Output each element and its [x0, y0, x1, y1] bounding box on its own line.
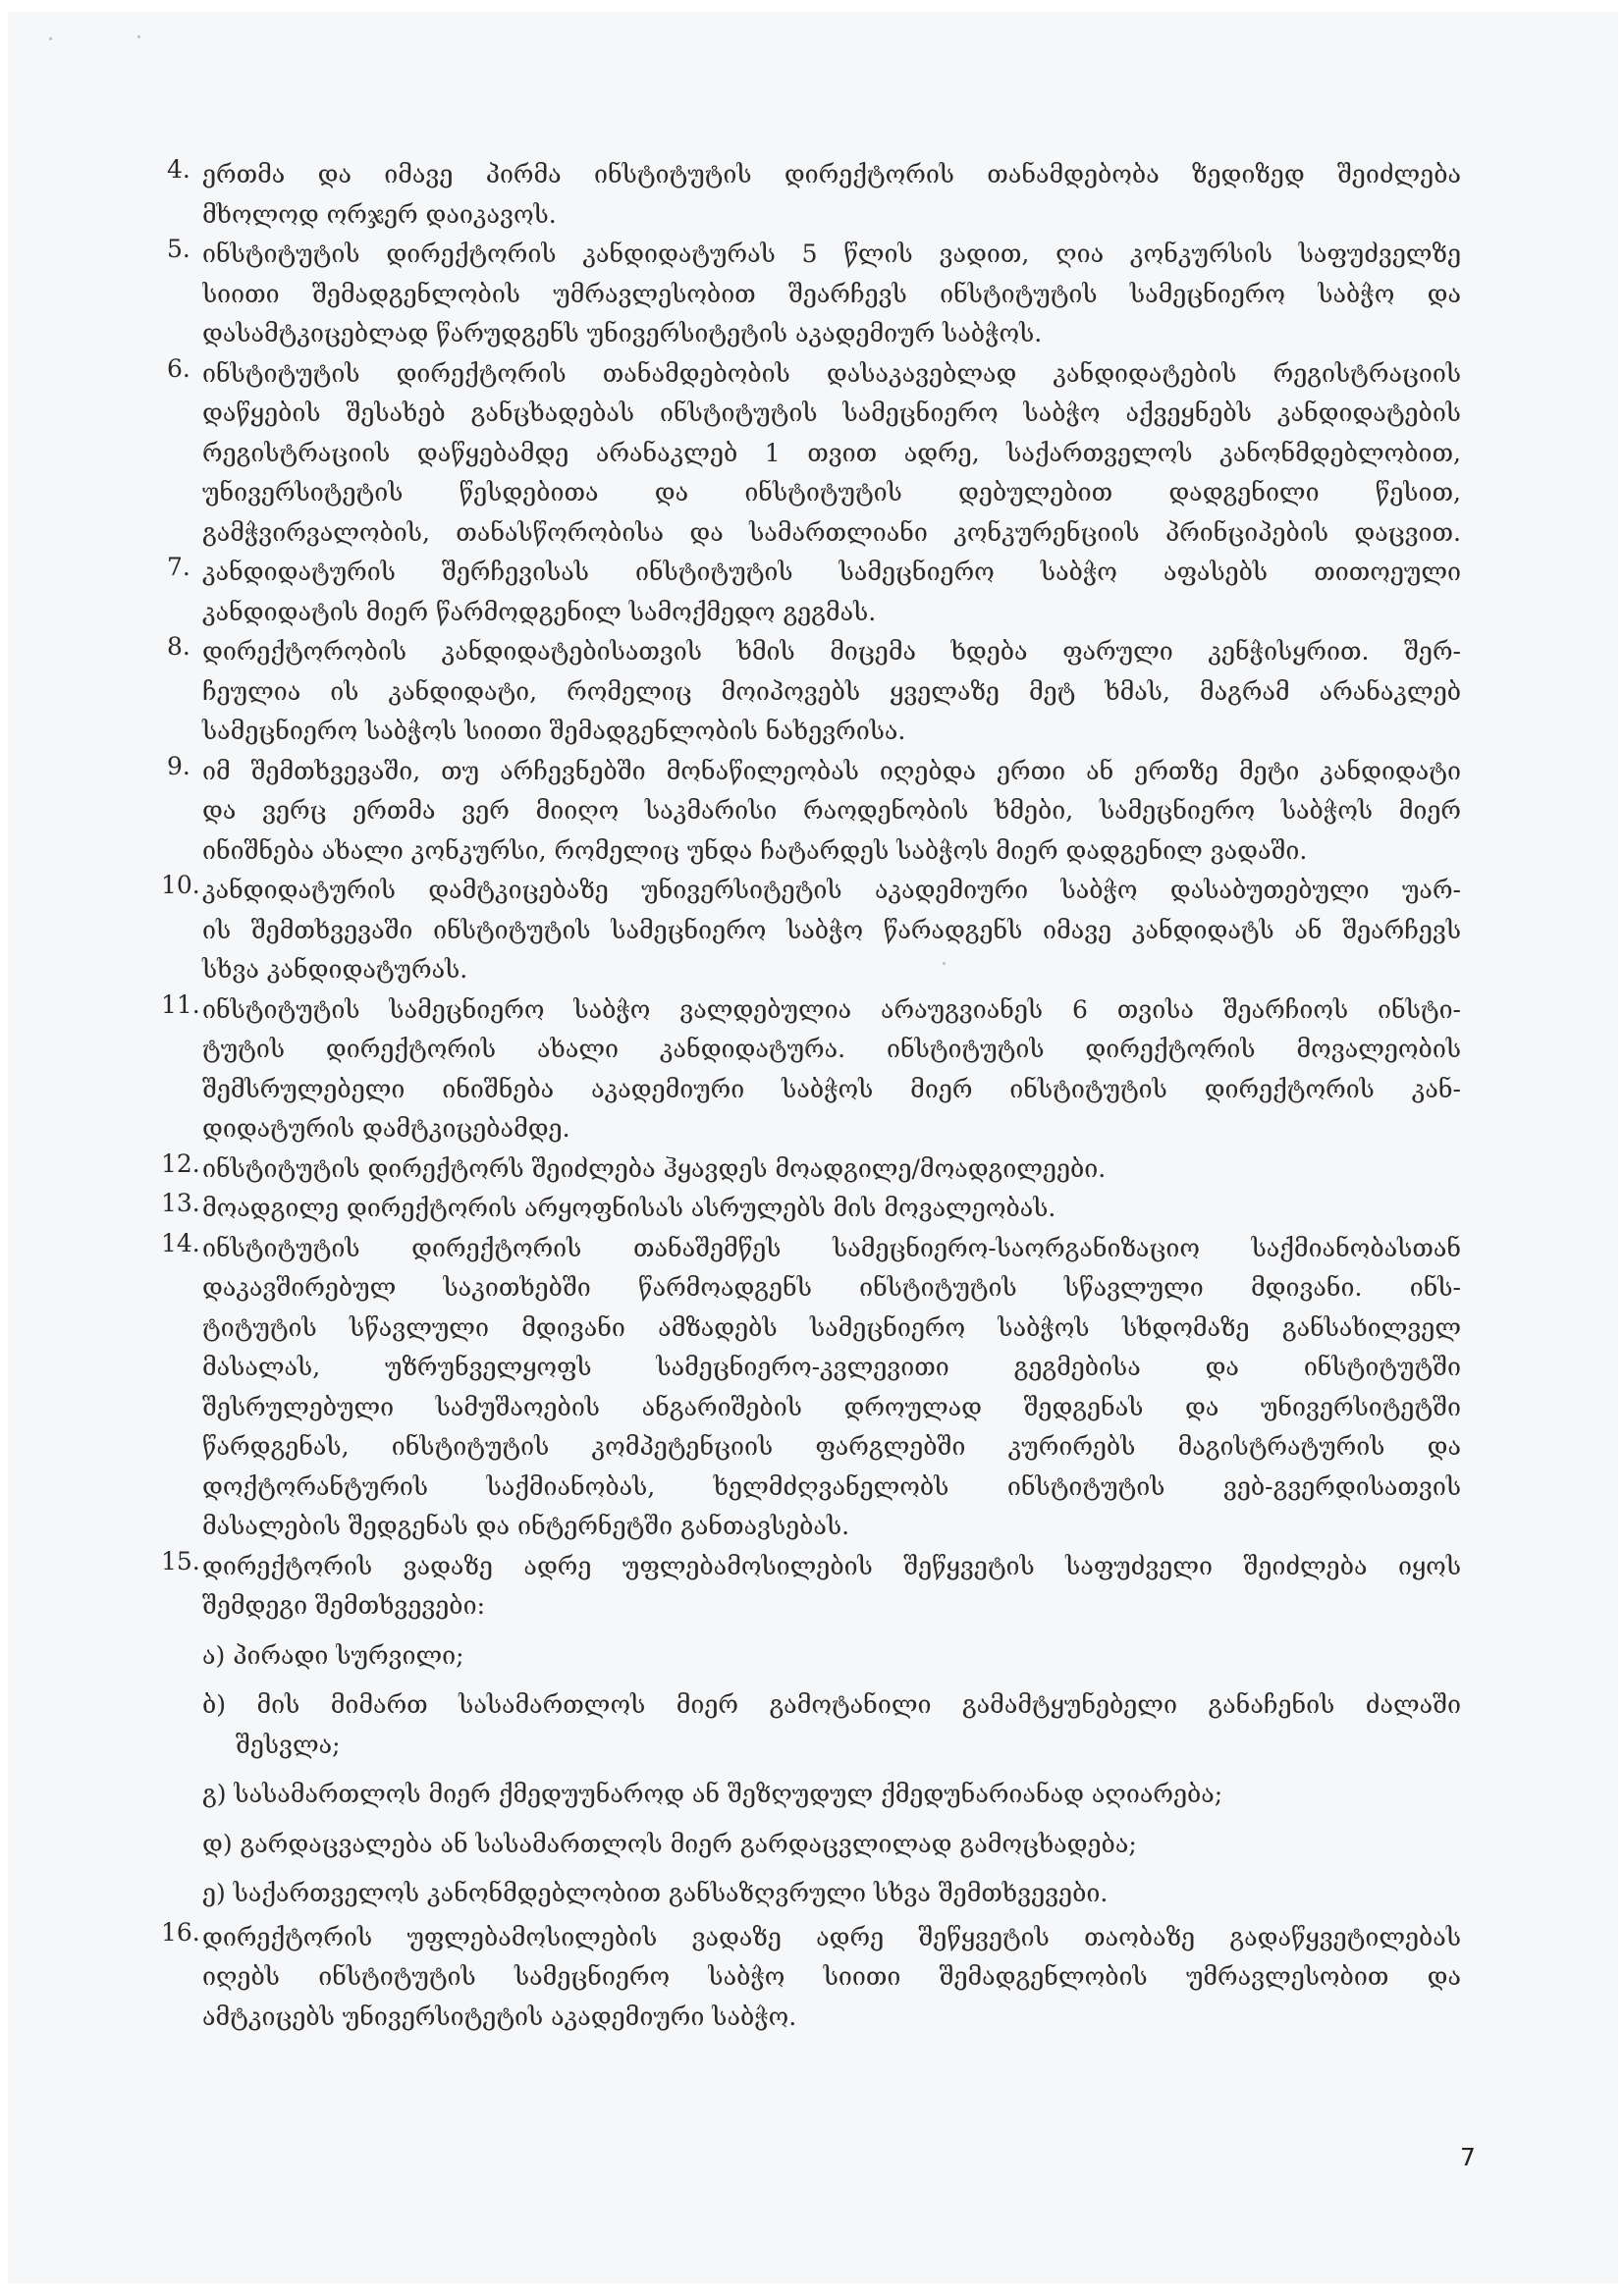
page-number: 7	[1460, 2143, 1476, 2171]
text-line: ამტკიცებს უნივერსიტეტის აკადემიური საბჭო.	[202, 2002, 797, 2031]
text-line: ინსტიტუტის დირექტორის კანდიდატურას 5 წლის ვადით, ღია კონკურსის საფუძველზე	[202, 240, 1461, 268]
list-item	[167, 632, 1461, 752]
list-item	[167, 553, 1461, 632]
scan-speck	[49, 37, 52, 40]
item-number: 13.	[161, 1189, 200, 1217]
text-line: იმ შემთხვევაში, თუ არჩევნებში მონაწილეობას იღებდა ერთი ან ერთზე მეტი კანდიდატი	[202, 756, 1461, 785]
text-line: სხვა კანდიდატურას.	[202, 955, 468, 984]
text-line: დ) გარდაცვალება ან სასამართლოს მიერ გარდაცვლილად გამოცხადება;	[202, 1829, 1137, 1858]
item-number: 7.	[167, 553, 190, 581]
list-item	[161, 871, 1461, 990]
item-number: 14.	[161, 1228, 200, 1257]
text-line: რეგისტრაციის დაწყებამდე არანაკლებ 1 თვით ადრე, საქართველოს კანონმდებლობით,	[202, 438, 1461, 467]
list-item	[161, 989, 1461, 1149]
sub-item	[202, 1685, 1461, 1765]
sub-item	[202, 1825, 1461, 1865]
list-item	[161, 1917, 1461, 2038]
text-line: დირექტორობის კანდიდატებისათვის ხმის მიცემა ხდება ფარული კენჭისყრით. შერ-	[202, 637, 1461, 666]
text-line: დოქტორანტურის საქმიანობას, ხელმძღვანელობს ინსტიტუტის ვებ-გვერდისათვის	[202, 1471, 1461, 1501]
item-number: 10.	[161, 871, 200, 899]
text-line: ა) პირადი სურვილი;	[202, 1640, 464, 1670]
item-number: 4.	[167, 155, 190, 184]
item-number: 8.	[167, 632, 190, 661]
text-line: ინსტიტუტის დირექტორის თანამდებობის დასაკავებლად კანდიდატების რეგისტრაციის	[202, 358, 1461, 388]
list-item	[167, 353, 1461, 554]
item-number: 12.	[161, 1148, 200, 1178]
text-line: შემსრულებელი ინიშნება აკადემიური საბჭოს მიერ ინსტიტუტის დირექტორის კან-	[202, 1074, 1461, 1103]
list-item	[161, 1228, 1461, 1547]
text-line: დაკავშირებულ საკითხებში წარმოადგენს ინსტიტუტის სწავლული მდივანი. ინს-	[202, 1273, 1461, 1302]
list-item	[167, 155, 1461, 235]
document-body	[161, 155, 1461, 2037]
text-line: გ) სასამართლოს მიერ ქმედუუნაროდ ან შეზღუდულ ქმედუნარიანად აღიარება;	[202, 1780, 1223, 1808]
text-line: კანდიდატის მიერ წარმოდგენილ სამოქმედო გეგმას.	[202, 597, 877, 626]
text-line: უნივერსიტეტის წესდებითა და ინსტიტუტის დებულებით დადგენილი წესით,	[202, 478, 1461, 507]
text-line: გამჭვირვალობის, თანასწორობისა და სამართლიანი კონკურენციის პრინციპების დაცვით.	[202, 517, 1461, 547]
text-line: ბ) მის მიმართ სასამართლოს მიერ გამოტანილი გამამტყუნებელი განაჩენის ძალაში	[202, 1690, 1461, 1719]
text-line: შესვლა;	[236, 1730, 341, 1759]
text-line: მოადგილე დირექტორის არყოფნისას ასრულებს მის მოვალეობას.	[202, 1194, 1056, 1222]
text-line: ის შემთხვევაში ინსტიტუტის სამეცნიერო საბჭო წარადგენს იმავე კანდიდატს ან შეარჩევს	[202, 915, 1461, 944]
text-line: ინსტიტუტის დირექტორს შეიძლება ჰყავდეს მოადგილე/მოადგილეები.	[202, 1153, 1107, 1183]
text-line: ე) საქართველოს კანონმდებლობით განსაზღვრული სხვა შემთხვევები.	[202, 1879, 1109, 1907]
text-line: დირექტორის უფლებამოსილების ვადაზე ადრე შეწყვეტის თაობაზე გადაწყვეტილებას	[202, 1922, 1461, 1951]
text-line: შესრულებული სამუშაოების ანგარიშების დროულად შედგენას და უნივერსიტეტში	[202, 1392, 1461, 1421]
item-number: 9.	[167, 751, 190, 780]
item-number: 5.	[167, 235, 190, 263]
text-line: იღებს ინსტიტუტის სამეცნიერო საბჭო სიითი შემადგენლობის უმრავლესობით და	[202, 1962, 1461, 1991]
text-line: დიდატურის დამტკიცებამდე.	[202, 1114, 570, 1143]
text-line: დირექტორის ვადაზე ადრე უფლებამოსილების შეწყვეტის საფუძველი შეიძლება იყოს	[202, 1551, 1461, 1580]
item-number: 11.	[161, 989, 200, 1019]
item-number: 15.	[161, 1546, 200, 1575]
sub-item	[202, 1775, 1461, 1815]
text-line: მხოლოდ ორჯერ დაიკავოს.	[202, 199, 557, 229]
text-line: დაწყების შესახებ განცხადებას ინსტიტუტის სამეცნიერო საბჭო აქვეყნებს კანდიდატების	[202, 399, 1461, 427]
sub-item	[202, 1874, 1461, 1914]
sub-item	[202, 1636, 1461, 1677]
list-item	[161, 1189, 1461, 1229]
text-line: მასალების შედგენას და ინტერნეტში განთავსებას.	[202, 1512, 850, 1540]
item-number: 6.	[167, 353, 190, 383]
list-item	[161, 1546, 1461, 1918]
list-item	[161, 1148, 1461, 1190]
text-line: ტიტუტის სწავლული მდივანი ამზადებს სამეცნიერო საბჭოს სხდომაზე განსახილველ	[202, 1312, 1461, 1342]
text-line: ტუტის დირექტორის ახალი კანდიდატურა. ინსტიტუტის დირექტორის მოვალეობის	[202, 1035, 1461, 1063]
list-item	[167, 751, 1461, 872]
text-line: და ვერც ერთმა ვერ მიიღო საკმარისი რაოდენობის ხმები, სამეცნიერო საბჭოს მიერ	[202, 796, 1461, 825]
item-number: 16.	[161, 1917, 200, 1947]
text-line: ინსტიტუტის დირექტორის თანაშემწეს სამეცნიერო-საორგანიზაციო საქმიანობასთან	[202, 1233, 1461, 1262]
list-item	[167, 235, 1461, 354]
text-line: ინიშნება ახალი კონკურსი, რომელიც უნდა ჩატარდეს საბჭოს მიერ დადგენილ ვადაში.	[202, 835, 1308, 865]
text-line: ინსტიტუტის სამეცნიერო საბჭო ვალდებულია არაუგვიანეს 6 თვისა შეარჩიოს ინსტი-	[202, 994, 1461, 1024]
text-line: სამეცნიერო საბჭოს სიითი შემადგენლობის ნახევრისა.	[202, 717, 906, 745]
text-line: ჩეულია ის კანდიდატი, რომელიც მოიპოვებს ყველაზე მეტ ხმას, მაგრამ არანაკლებ	[202, 676, 1461, 706]
text-line: ერთმა და იმავე პირმა ინსტიტუტის დირექტორის თანამდებობა ზედიზედ შეიძლება	[202, 160, 1461, 188]
text-line: შემდეგი შემთხვევები:	[202, 1591, 485, 1620]
text-line: მასალას, უზრუნველყოფს სამეცნიერო-კვლევითი გეგმებისა და ინსტიტუტში	[202, 1353, 1461, 1381]
text-line: კანდიდატურის დამტკიცებაზე უნივერსიტეტის აკადემიური საბჭო დასაბუთებული უარ-	[202, 876, 1461, 904]
text-line: წარდგენას, ინსტიტუტის კომპეტენციის ფარგლებში კურირებს მაგისტრატურის და	[202, 1432, 1461, 1461]
text-line: კანდიდატურის შერჩევისას ინსტიტუტის სამეცნიერო საბჭო აფასებს თითოეული	[202, 558, 1461, 586]
text-line: სიითი შემადგენლობის უმრავლესობით შეარჩევს ინსტიტუტის სამეცნიერო საბჭო და	[202, 279, 1461, 308]
text-line: დასამტკიცებლად წარუდგენს უნივერსიტეტის აკადემიურ საბჭოს.	[202, 319, 1043, 347]
scan-speck	[137, 35, 140, 38]
